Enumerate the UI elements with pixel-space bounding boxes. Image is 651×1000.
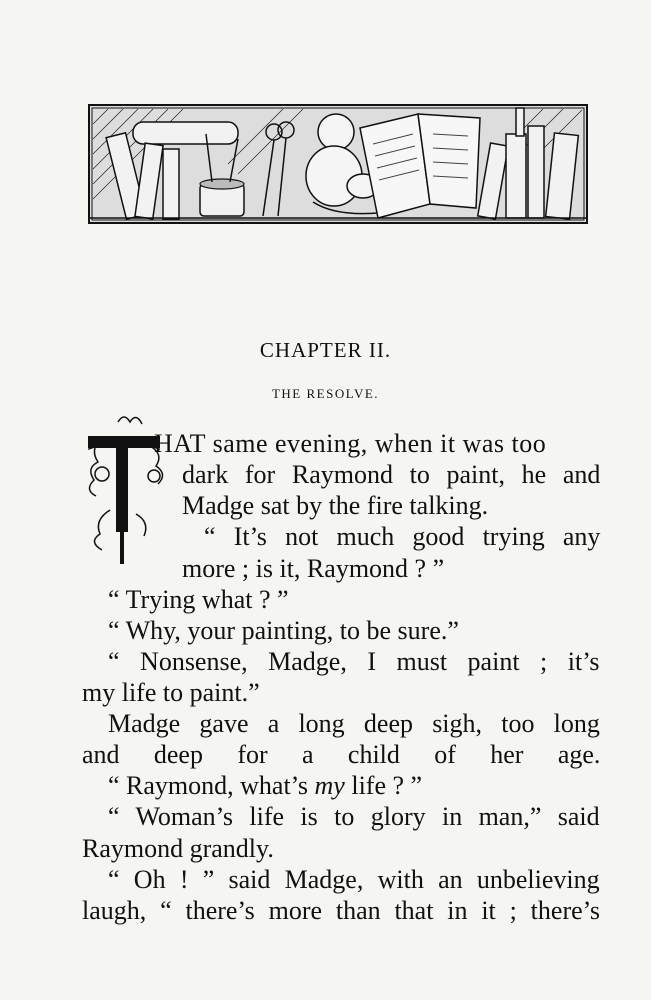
emphasis-my: my	[314, 771, 345, 800]
chapter-subtitle: THE RESOLVE.	[271, 386, 380, 401]
text-line-6: “ Trying what ? ”	[108, 585, 289, 614]
text-line-9: my life to paint.”	[82, 678, 260, 707]
text-segment: “ Raymond, what’s	[108, 771, 315, 800]
text-line-7: “ Why, your painting, to be sure.”	[108, 616, 459, 645]
text-line-16: laugh, “ there’s more than that in it ; there’s	[82, 896, 600, 925]
text-line-1	[154, 428, 600, 460]
text-line-5: more ; is it, Raymond ? ”	[182, 554, 445, 583]
text-segment: life ? ”	[344, 771, 423, 800]
text-line-10: Madge gave a long deep sigh, too long	[108, 709, 600, 738]
text-line-12	[108, 770, 422, 802]
text-line-14: Raymond grandly.	[82, 834, 274, 863]
headpiece-illustration	[88, 104, 588, 224]
text-line-15: “ Oh ! ” said Madge, with an unbelieving	[108, 865, 600, 894]
text-line-13: “ Woman’s life is to glory in man,” said	[108, 802, 600, 831]
text-line-3: Madge sat by the fire talking.	[182, 491, 489, 520]
text-line-8: “ Nonsense, Madge, I must paint ; it’s	[108, 647, 600, 676]
text-line-2: dark for Raymond to paint, he and	[182, 460, 601, 489]
text-line-4: “ It’s not much good trying any	[204, 522, 601, 551]
dropcap-continuation: HAT same evening, when it was too	[154, 429, 547, 458]
chapter-title: CHAPTER II.	[259, 338, 392, 362]
text-line-11: and deep for a child of her age.	[82, 740, 601, 769]
